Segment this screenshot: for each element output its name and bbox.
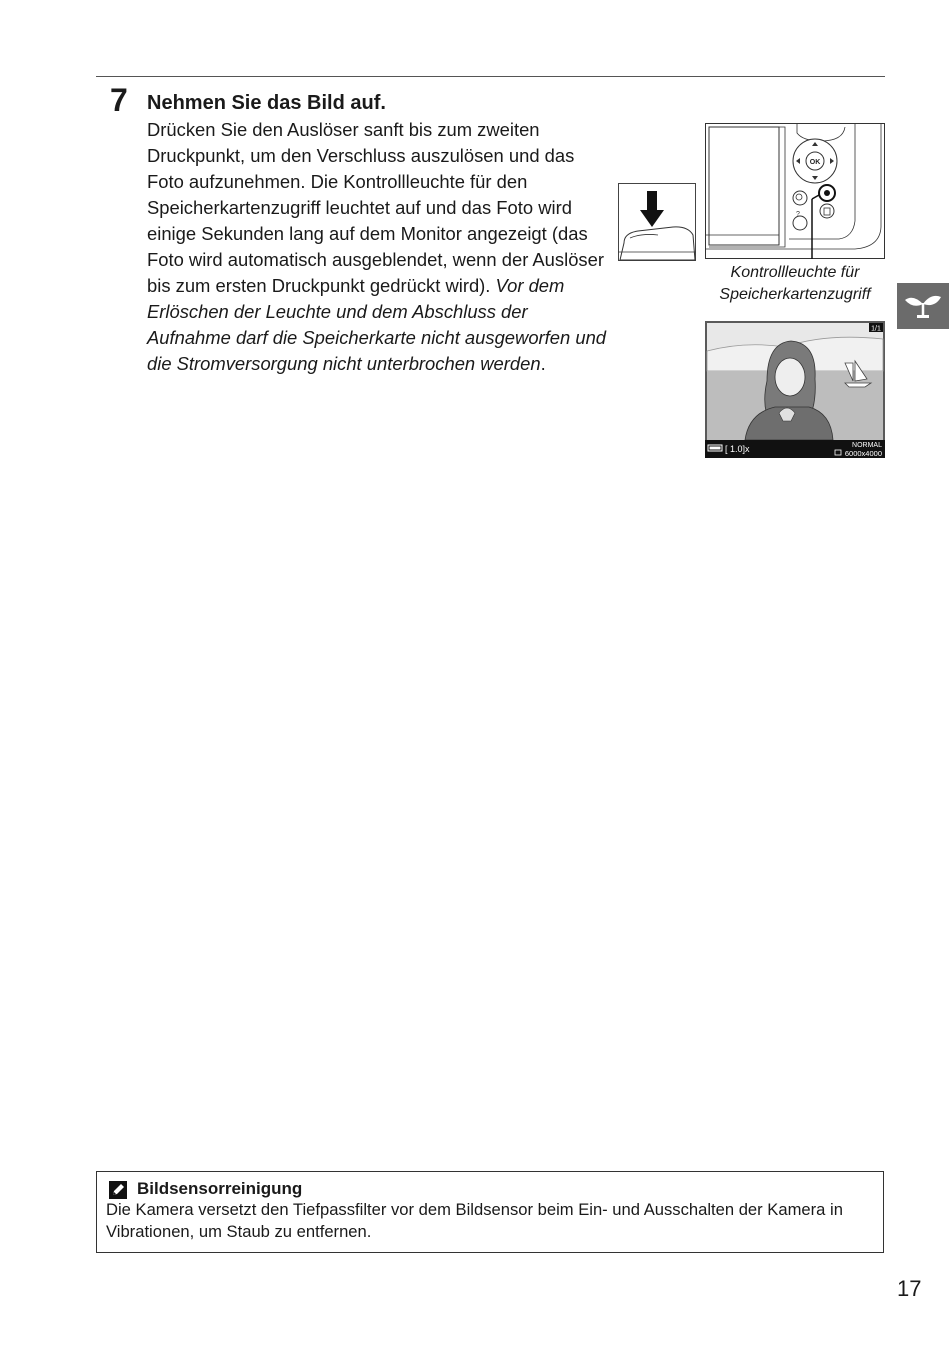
note-title: Bildsensorreinigung — [137, 1179, 303, 1198]
delete-button-icon — [820, 204, 834, 218]
note-text: Die Kamera versetzt den Tiefpassfilter vor dem Bildsensor beim Ein- und Ausschalten der Kamera in Vibrationen, um Staub zu entfernen. — [106, 1200, 843, 1241]
note-box — [96, 1171, 884, 1253]
svg-text:?: ? — [796, 211, 800, 218]
step-body-warning: Vor dem Erlöschen der Leuchte und dem Abschluss der Aufnahme darf die Speicherkarte nicht ausgeworfen und die Stromversorgung nicht unterbrochen werden — [147, 275, 607, 374]
size-readout: 6000x4000 — [844, 449, 882, 458]
zoom-in-button-icon — [793, 191, 807, 205]
zoom-out-button-icon — [793, 216, 807, 230]
monitor-photo-illustration — [705, 321, 885, 458]
step-title: Nehmen Sie das Bild auf. — [147, 92, 386, 114]
seedling-icon — [897, 283, 949, 329]
step-number: 7 — [110, 82, 128, 118]
down-arrow-icon — [647, 191, 657, 211]
chapter-side-tab — [897, 283, 949, 329]
shutter-press-illustration — [618, 183, 696, 261]
caption-line-2: Speicherkartenzugriff — [719, 286, 871, 303]
page-number: 17 — [897, 1276, 922, 1301]
top-rule — [96, 76, 885, 77]
step-body-end: . — [540, 353, 546, 374]
zoom-readout: [ 1.0]x — [725, 444, 750, 454]
image-counter: 1/1 — [871, 325, 881, 333]
caption-line-1: Kontrollleuchte für — [730, 264, 860, 281]
ok-button-label: OK — [809, 159, 821, 166]
access-lamp-caption — [700, 262, 890, 306]
step-body-text: Drücken Sie den Auslöser sanft bis zum zweiten Druckpunkt, um den Verschluss auszulösen und das Foto aufzunehmen. Die Kontrollleuchte für den Speicherkartenzugriff leuchtet auf und das Foto wird einige Sekunden lang auf dem Monitor angezeigt (das Foto wird automatisch ausgeblendet, wenn der Auslöser bis zum ersten Druckpunkt gedrückt wird). — [147, 119, 604, 296]
camera-back-illustration — [705, 123, 885, 259]
pencil-icon — [109, 1181, 127, 1199]
quality-readout: NORMAL — [852, 442, 882, 449]
step-body — [147, 117, 607, 377]
